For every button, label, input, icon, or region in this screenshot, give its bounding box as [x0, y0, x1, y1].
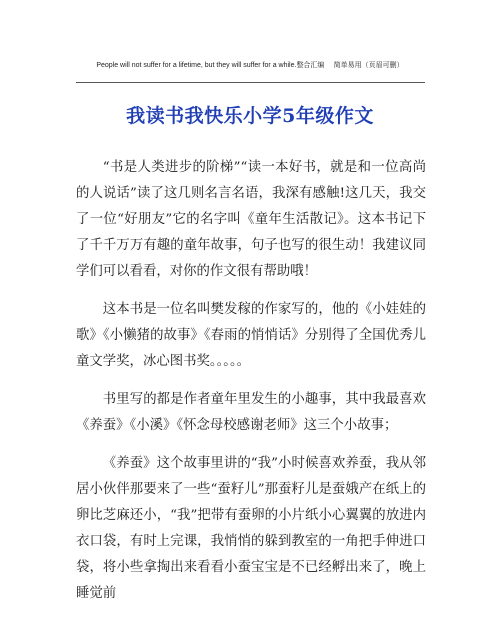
paragraph-1: “书是人类进步的阶梯”“读一本好书，就是和一位高尚的人说话”读了这几则名言名语，我深有感触!这几天，我交了一位“好朋友”它的名字叫《童年生活散记》。这本书记下了千千万万有趣的童年故事，句子也写的很生动！我建议同学们可以看看，对你的作文很有帮助哦！	[76, 160, 426, 279]
document-title: 我读书我快乐小学5年级作文	[126, 105, 374, 127]
header-chinese-text: 整合汇编 简单易用（页眉可删）	[296, 61, 404, 69]
header-divider	[76, 82, 425, 83]
document-body	[76, 155, 426, 619]
paragraph-2: 这本书是一位名叫樊发稼的作家写的，他的《小娃娃的歌》《小懒猪的故事》《春雨的悄悄话》分别得了全国优秀儿童文学奖，冰心图书奖。。。。。	[76, 302, 426, 369]
paragraph-3: 书里写的都是作者童年里发生的小趣事，其中我最喜欢《养蚕》《小溪》《怀念母校感谢老师》这三个小故事；	[76, 392, 426, 433]
paragraph-4: 《养蚕》这个故事里讲的“我”小时候喜欢养蚕，我从邻居小伙伴那要来了一些“蚕籽儿”那蚕籽儿是蚕娥产在纸上的卵比芝麻还小，“我”把带有蚕卵的小片纸小心翼翼的放进内衣口袋，有时上完课，我悄悄的躲到教室的一角把手伸进口袋，将小些拿掏出来看看小蚕宝宝是不已经孵出来了，晚上睡觉前	[76, 456, 426, 601]
page-header	[0, 60, 500, 70]
header-english-text: People will not suffer for a lifetime, but they will suffer for a while.	[96, 62, 297, 69]
